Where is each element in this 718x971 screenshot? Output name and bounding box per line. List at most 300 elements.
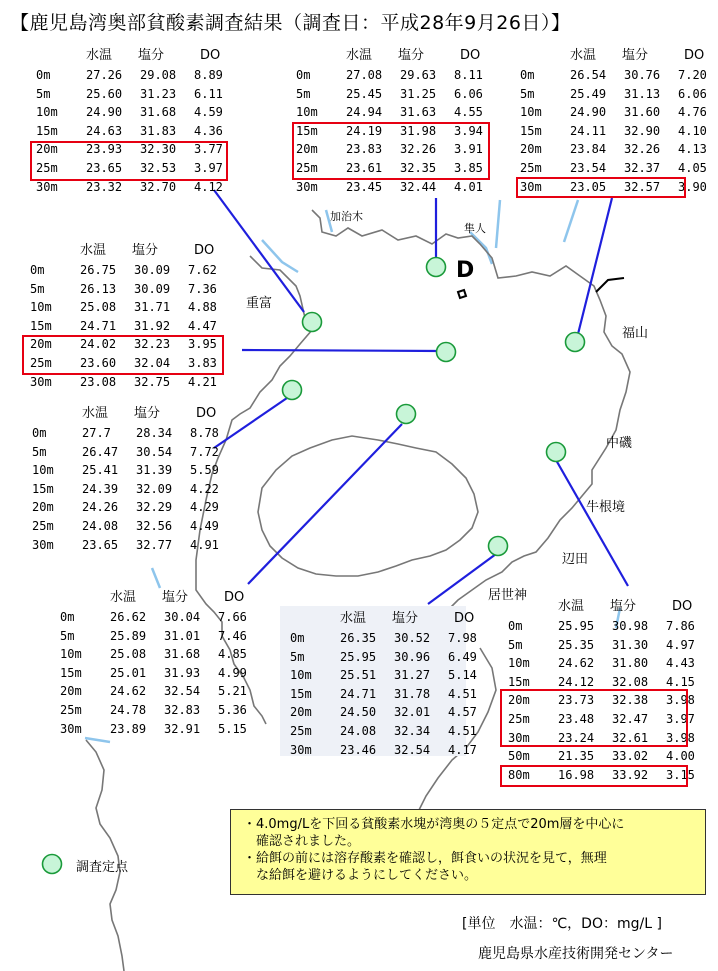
table-row [60,608,260,627]
do-cell: 3.77 [194,142,223,157]
place-ushinekyo: 牛根境 [586,500,626,515]
table-row [290,666,490,685]
do-cell: 4.99 [218,665,247,680]
salinity-cell: 28.34 [136,426,173,440]
depth-cell: 20m [296,142,318,157]
table-header [508,598,708,617]
temp-cell: 24.50 [340,705,377,720]
salinity-cell: 30.52 [394,631,431,645]
do-cell: 4.13 [678,142,707,157]
table-row [30,373,230,392]
depth-cell: 0m [36,68,51,82]
depth-cell: 30m [296,179,318,194]
table-header [32,405,232,424]
salinity-cell: 31.39 [136,463,173,478]
do-cell: 8.78 [190,426,219,440]
do-cell: 3.98 [666,693,695,708]
header-salinity: 塩分 [392,611,419,626]
do-cell: 4.01 [454,179,483,194]
salinity-cell: 31.27 [394,668,431,683]
temp-cell: 26.47 [82,444,119,459]
depth-cell: 30m [60,721,82,736]
highlight-box-B [292,122,490,180]
salinity-cell: 32.75 [134,374,171,389]
table-row [60,664,260,683]
depth-cell: 10m [520,105,542,120]
do-cell: 4.22 [190,481,219,496]
pier-line [596,278,624,292]
temp-cell: 25.95 [340,649,377,664]
notes-box [230,809,706,895]
do-cell: 5.59 [190,463,219,478]
depth-cell: 5m [520,86,535,101]
header-temp: 水温 [110,590,137,605]
do-cell: 4.57 [448,705,477,720]
salinity-cell: 31.80 [612,656,649,671]
depth-cell: 10m [290,668,312,683]
salinity-cell: 31.68 [164,647,201,662]
salinity-cell: 31.63 [400,105,437,120]
temp-cell: 24.62 [110,684,147,699]
do-cell: 7.98 [448,631,477,645]
temp-cell: 26.62 [110,610,147,624]
table-row [296,85,496,104]
depth-cell: 0m [520,68,535,82]
do-cell: 3.97 [666,711,695,726]
salinity-cell: 31.30 [612,637,649,652]
header-salinity: 塩分 [398,48,425,63]
station-table-F [60,589,260,738]
do-cell: 4.21 [188,374,217,389]
salinity-cell: 32.30 [140,142,177,157]
temp-cell: 23.60 [80,355,117,370]
salinity-cell: 31.01 [164,628,201,643]
salinity-cell: 31.78 [394,686,431,701]
salinity-cell: 31.93 [164,665,201,680]
table-row [32,480,232,499]
do-cell: 4.51 [448,723,477,738]
unit-note: [単位 水温：℃，DO：mg/L ] [462,916,662,932]
place-hayato: 隼人 [464,222,486,235]
depth-cell: 15m [30,318,52,333]
temp-cell: 23.93 [86,142,123,157]
temp-cell: 25.89 [110,628,147,643]
table-row [290,648,490,667]
do-cell: 6.06 [454,86,483,101]
do-cell: 4.55 [454,105,483,120]
do-cell: 4.29 [190,500,219,515]
salinity-cell: 32.47 [612,711,649,726]
table-header [30,242,230,261]
station-marker-C [566,333,585,352]
station-marker-D [437,343,456,362]
legend-label: 調査定点 [76,860,129,875]
depth-cell: 15m [520,123,542,138]
place-iseijin: 居世神 [488,588,528,603]
header-temp: 水温 [82,406,109,421]
table-row [290,629,490,648]
depth-cell: 10m [508,656,530,671]
depth-cell: 25m [36,160,58,175]
salinity-cell: 32.04 [134,355,171,370]
station-marker-F [397,405,416,424]
temp-cell: 25.51 [340,668,377,683]
depth-cell: 0m [296,68,311,82]
salinity-cell: 31.98 [400,123,437,138]
table-row [32,536,232,555]
depth-cell: 20m [36,142,58,157]
salinity-cell: 32.01 [394,705,431,720]
header-do: DO [460,48,481,63]
temp-cell: 24.94 [346,105,383,120]
do-cell: 6.49 [448,649,477,664]
salinity-cell: 32.29 [136,500,173,515]
do-cell: 4.76 [678,105,707,120]
highlight-box-D [22,335,224,375]
do-cell: 4.00 [666,749,695,764]
salinity-cell: 31.25 [400,86,437,101]
do-cell: 4.97 [666,637,695,652]
depth-cell: 5m [296,86,311,101]
table-row [60,720,260,739]
highlight-box-C [516,177,686,198]
temp-cell: 26.35 [340,631,377,645]
temp-cell: 23.45 [346,179,383,194]
salinity-cell: 30.09 [134,263,171,277]
temp-cell: 25.95 [558,619,595,633]
depth-cell: 20m [32,500,54,515]
island-small [458,290,466,298]
depth-cell: 10m [30,300,52,315]
depth-cell: 30m [36,179,58,194]
salinity-cell: 30.04 [164,610,201,624]
station-table-G [290,610,490,759]
temp-cell: 23.54 [570,160,607,175]
header-temp: 水温 [346,48,373,63]
temp-cell: 23.05 [570,179,607,194]
table-row [296,178,496,197]
depth-cell: 25m [508,711,530,726]
depth-cell: 25m [296,160,318,175]
depth-cell: 0m [60,610,75,624]
table-row [290,703,490,722]
header-do: DO [672,599,693,614]
salinity-cell: 30.96 [394,649,431,664]
salinity-cell: 29.63 [400,68,437,82]
temp-cell: 24.11 [570,123,607,138]
temp-cell: 23.65 [82,537,119,552]
table-row [520,122,718,141]
table-row [290,685,490,704]
depth-cell: 5m [30,281,45,296]
do-cell: 7.46 [218,628,247,643]
note-line: ・給餌の前には溶存酸素を確認し，餌食いの状況を見て，無理 [243,851,607,866]
header-do: DO [454,611,475,626]
place-henda: 辺田 [562,552,589,567]
organization: 鹿児島県水産技術開発センター [478,946,674,962]
do-cell: 8.11 [454,68,483,82]
depth-cell: 5m [508,637,523,652]
depth-cell: 10m [60,647,82,662]
table-row [30,261,230,280]
header-salinity: 塩分 [610,599,637,614]
highlight-box-A [30,141,228,181]
temp-cell: 23.32 [86,179,123,194]
do-cell: 3.83 [188,355,217,370]
depth-cell: 15m [32,481,54,496]
do-cell: 4.47 [188,318,217,333]
depth-cell: 5m [36,86,51,101]
do-cell: 4.43 [666,656,695,671]
depth-cell: 15m [60,665,82,680]
do-cell: 4.15 [666,674,695,689]
depth-cell: 20m [60,684,82,699]
salinity-cell: 32.83 [164,702,201,717]
table-row [60,701,260,720]
depth-cell: 0m [30,263,45,277]
table-header [36,47,236,66]
temp-cell: 24.63 [86,123,123,138]
depth-cell: 25m [60,702,82,717]
header-salinity: 塩分 [162,590,189,605]
do-cell: 4.91 [190,537,219,552]
table-row [32,461,232,480]
salinity-cell: 32.54 [394,742,431,757]
table-row [32,424,232,443]
table-row [290,722,490,741]
temp-cell: 25.49 [570,86,607,101]
depth-cell: 5m [32,444,47,459]
temp-cell: 23.24 [558,730,595,745]
salinity-cell: 33.02 [612,749,649,764]
salinity-cell: 31.83 [140,123,177,138]
do-cell: 3.98 [666,730,695,745]
salinity-cell: 32.61 [612,730,649,745]
do-cell: 4.85 [218,647,247,662]
table-row [30,317,230,336]
depth-cell: 5m [290,649,305,664]
highlight-box-H2 [500,765,688,787]
sakurajima-coastline [258,436,478,576]
depth-cell: 20m [30,337,52,352]
temp-cell: 24.19 [346,123,383,138]
salinity-cell: 32.90 [624,123,661,138]
note-line: 確認されました。 [243,834,361,849]
table-row [32,498,232,517]
salinity-cell: 30.09 [134,281,171,296]
table-row [520,140,718,159]
temp-cell: 23.08 [80,374,117,389]
temp-cell: 24.12 [558,674,595,689]
header-do: DO [684,48,705,63]
table-header [290,610,490,629]
page-title: 【鹿児島湾奥部貧酸素調査結果（調査日：平成28年9月26日）】 [10,12,571,34]
table-row [508,747,708,766]
salinity-cell: 31.23 [140,86,177,101]
header-do: DO [196,406,217,421]
do-cell: 5.21 [218,684,247,699]
station-marker-G [489,537,508,556]
place-nakaiso: 中磯 [606,436,633,451]
salinity-cell: 32.56 [136,518,173,533]
table-row [520,159,718,178]
place-fukuyama: 福山 [622,326,649,341]
depth-cell: 15m [508,674,530,689]
salinity-cell: 32.38 [612,693,649,708]
depth-cell: 30m [508,730,530,745]
header-salinity: 塩分 [132,243,159,258]
depth-cell: 0m [508,619,523,633]
header-do: DO [194,243,215,258]
do-cell: 7.66 [218,610,247,624]
table-header [520,47,718,66]
table-row [36,85,236,104]
temp-cell: 25.45 [346,86,383,101]
depth-cell: 25m [32,518,54,533]
table-row [32,443,232,462]
depth-cell: 80m [508,767,530,782]
temp-cell: 23.89 [110,721,147,736]
salinity-cell: 32.53 [140,160,177,175]
salinity-cell: 31.92 [134,318,171,333]
temp-cell: 23.61 [346,160,383,175]
do-cell: 3.94 [454,123,483,138]
table-row [30,298,230,317]
table-row [508,617,708,636]
table-row [30,280,230,299]
temp-cell: 24.78 [110,702,147,717]
salinity-cell: 32.70 [140,179,177,194]
salinity-cell: 30.54 [136,444,173,459]
place-kajiki: 加治木 [330,210,363,223]
do-cell: 8.89 [194,68,223,82]
do-cell: 4.88 [188,300,217,315]
depth-cell: 15m [36,123,58,138]
table-row [290,741,490,760]
salinity-cell: 32.34 [394,723,431,738]
place-d-label: D [456,258,475,283]
depth-cell: 20m [290,705,312,720]
table-row [508,654,708,673]
header-temp: 水温 [340,611,367,626]
table-row [36,122,236,141]
salinity-cell: 32.35 [400,160,437,175]
highlight-box-H1 [500,689,688,747]
temp-cell: 25.35 [558,637,595,652]
do-cell: 3.85 [454,160,483,175]
salinity-cell: 30.76 [624,68,661,82]
salinity-cell: 31.68 [140,105,177,120]
temp-cell: 27.26 [86,68,123,82]
station-marker-B [427,258,446,277]
salinity-cell: 32.77 [136,537,173,552]
temp-cell: 25.60 [86,86,123,101]
station-table-E [32,405,232,554]
note-line: な給餌を避けるようにしてください。 [243,868,478,883]
salinity-cell: 32.91 [164,721,201,736]
temp-cell: 24.62 [558,656,595,671]
station-marker-E [283,381,302,400]
depth-cell: 30m [30,374,52,389]
header-temp: 水温 [86,48,113,63]
do-cell: 7.20 [678,68,707,82]
table-row [60,627,260,646]
temp-cell: 25.08 [110,647,147,662]
temp-cell: 24.08 [340,723,377,738]
table-header [60,589,260,608]
header-temp: 水温 [558,599,585,614]
station-marker-H [547,443,566,462]
do-cell: 5.14 [448,668,477,683]
salinity-cell: 32.37 [624,160,661,175]
do-cell: 7.72 [190,444,219,459]
do-cell: 3.95 [188,337,217,352]
depth-cell: 30m [32,537,54,552]
depth-cell: 0m [290,631,305,645]
table-header [296,47,496,66]
do-cell: 4.12 [194,179,223,194]
do-cell: 4.51 [448,686,477,701]
table-row [36,66,236,85]
salinity-cell: 29.08 [140,68,177,82]
temp-cell: 25.41 [82,463,119,478]
temp-cell: 24.26 [82,500,119,515]
salinity-cell: 32.23 [134,337,171,352]
depth-cell: 10m [32,463,54,478]
depth-cell: 25m [290,723,312,738]
do-cell: 3.90 [678,179,707,194]
temp-cell: 25.01 [110,665,147,680]
place-shigetomi: 重富 [246,296,273,311]
depth-cell: 0m [32,426,47,440]
do-cell: 5.36 [218,702,247,717]
do-cell: 4.49 [190,518,219,533]
depth-cell: 20m [508,693,530,708]
header-salinity: 塩分 [622,48,649,63]
depth-cell: 25m [30,355,52,370]
temp-cell: 26.75 [80,263,117,277]
do-cell: 7.36 [188,281,217,296]
temp-cell: 24.08 [82,518,119,533]
temp-cell: 24.90 [86,105,123,120]
station-table-C [520,47,718,196]
leader-lines [214,190,628,604]
depth-cell: 15m [290,686,312,701]
do-cell: 6.06 [678,86,707,101]
do-cell: 3.91 [454,142,483,157]
table-row [520,66,718,85]
temp-cell: 24.71 [80,318,117,333]
table-row [520,85,718,104]
depth-cell: 30m [520,179,542,194]
salinity-cell: 32.08 [612,674,649,689]
header-do: DO [224,590,245,605]
do-cell: 7.86 [666,619,695,633]
salinity-cell: 32.09 [136,481,173,496]
temp-cell: 23.84 [570,142,607,157]
salinity-cell: 32.26 [400,142,437,157]
salinity-cell: 30.98 [612,619,649,633]
temp-cell: 27.08 [346,68,383,82]
table-row [296,103,496,122]
do-cell: 4.17 [448,742,477,757]
depth-cell: 5m [60,628,75,643]
table-row [36,103,236,122]
temp-cell: 25.08 [80,300,117,315]
table-row [32,517,232,536]
temp-cell: 26.13 [80,281,117,296]
temp-cell: 23.46 [340,742,377,757]
